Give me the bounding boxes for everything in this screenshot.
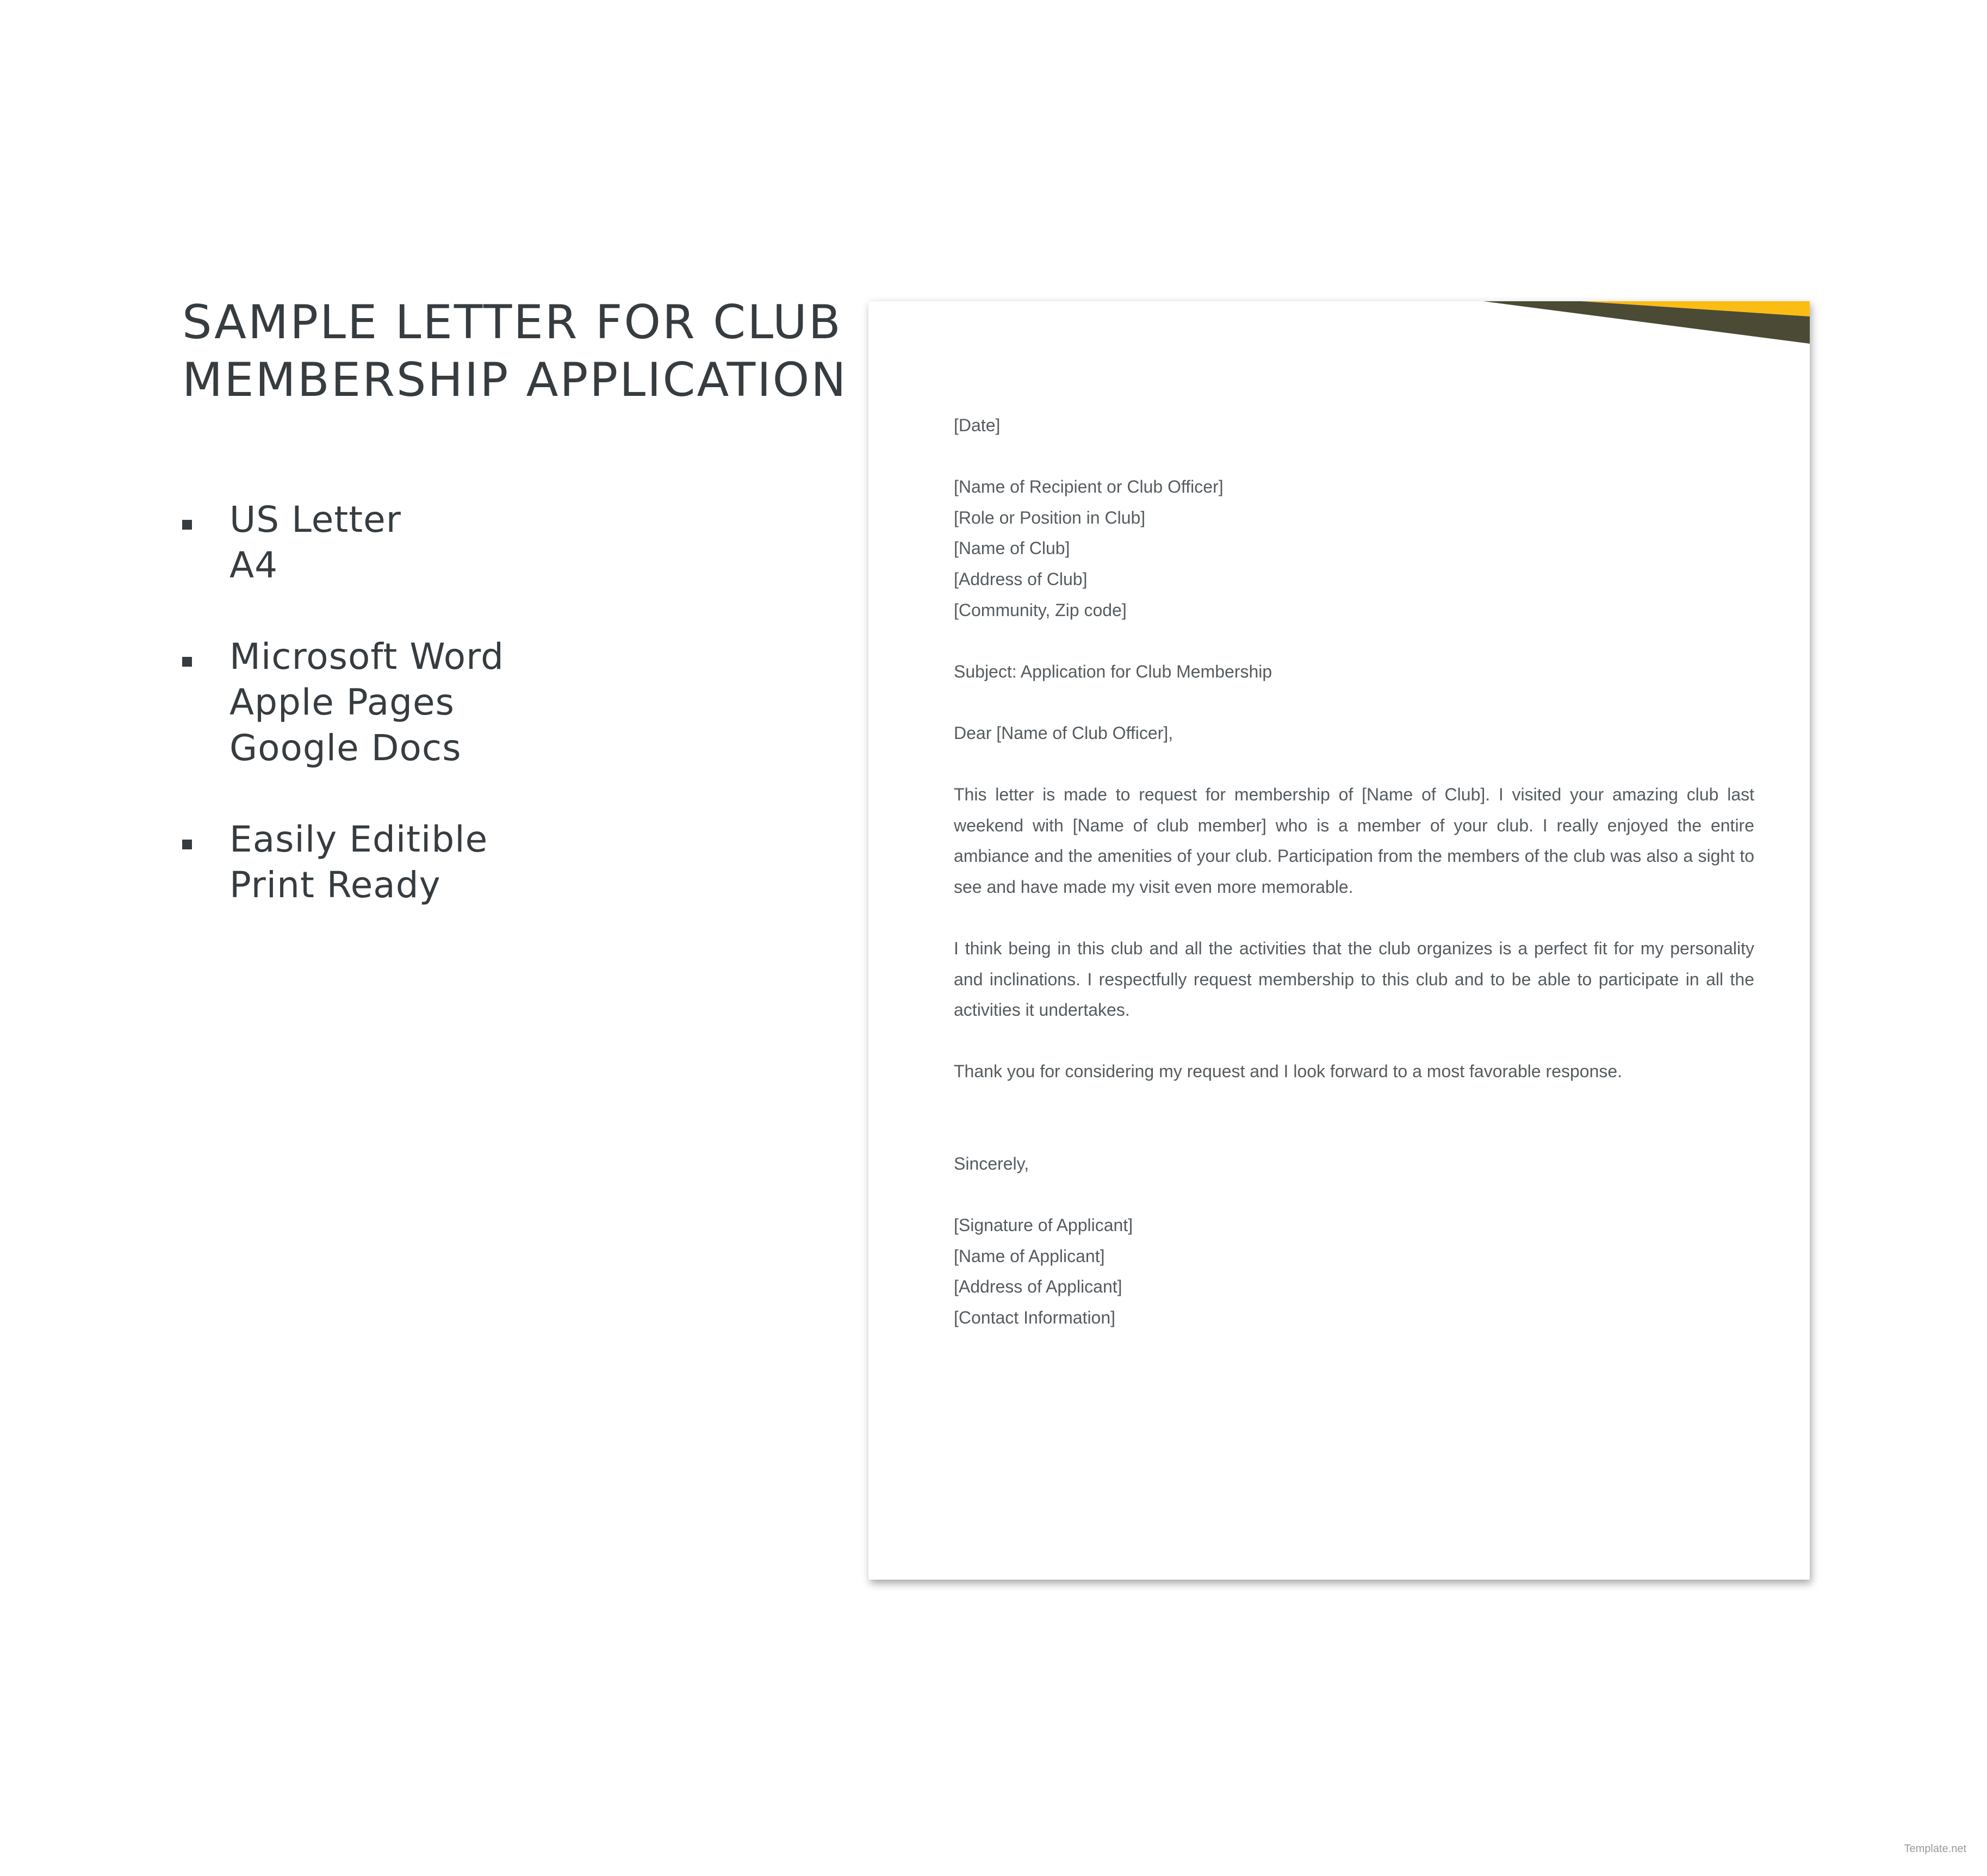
feature-text: Apple Pages [229,681,455,723]
feature-item-formats [182,634,808,771]
recipient-line: [Name of Recipient or Club Officer] [954,477,1224,497]
letter-paragraph: This letter is made to request for membership of [Name of Club]. I visited your amazing club last weekend with [Name of club member] who is a member of your club. I really enjoyed the entire ambiance and the amenities of your club. Participation from the members of the club was also a sight to see and have made my visit even more memorable. [954,785,1754,897]
signature-line: [Address of Applicant] [954,1277,1122,1297]
feature-item-paper-size [182,497,808,588]
letter-date: [Date] [954,415,1001,435]
letter-paragraph: Thank you for considering my request and I look forward to a most favorable response. [954,1061,1623,1082]
recipient-line: [Address of Club] [954,569,1088,589]
feature-text: Easily Editible [229,818,488,860]
recipient-line: [Name of Club] [954,538,1070,558]
feature-text: Print Ready [229,864,441,906]
page-title-line-1: SAMPLE LETTER FOR CLUB [182,295,842,350]
page-title-line-2: MEMBERSHIP APPLICATION [182,353,848,407]
letter-body [954,410,1754,1333]
signature-line: [Contact Information] [954,1308,1116,1328]
feature-text: A4 [229,544,278,586]
feature-list [182,497,808,954]
watermark: Template.net [1904,1843,1966,1855]
letter-closing: Sincerely, [954,1154,1029,1174]
letter-paragraph: I think being in this club and all the activities that the club organizes is a perfect fit for my personality and inclinations. I respectfully request membership to this club and to be able to participate in all the activities it undertakes. [954,939,1754,1020]
recipient-line: [Community, Zip code] [954,600,1127,620]
feature-text: US Letter [229,499,401,541]
recipient-block [954,471,1754,625]
letter-salutation: Dear [Name of Club Officer], [954,723,1173,743]
feature-text: Google Docs [229,727,462,769]
signature-line: [Name of Applicant] [954,1246,1105,1266]
recipient-line: [Role or Position in Club] [954,507,1146,527]
feature-item-editing [182,817,808,908]
page-title [182,294,867,409]
document-preview [868,301,1810,1580]
corner-accent-graphic [1483,301,1810,345]
signature-line: [Signature of Applicant] [954,1215,1133,1235]
signature-block [954,1210,1754,1333]
feature-text: Microsoft Word [229,636,504,678]
letter-subject: Subject: Application for Club Membership [954,661,1272,681]
